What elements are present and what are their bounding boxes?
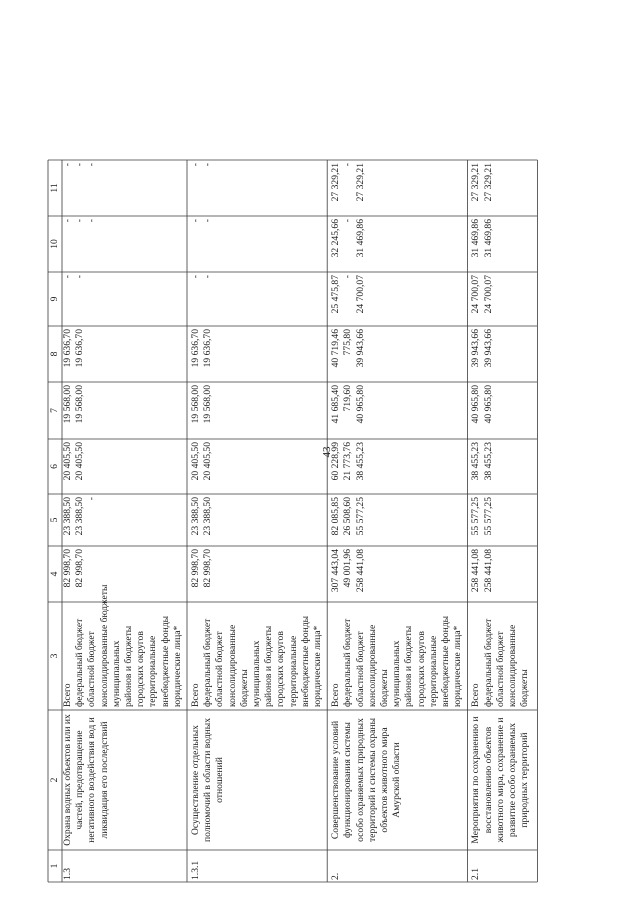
value-cell: 82 998,70 <box>74 549 86 588</box>
value-cell: 40 965,80 <box>354 385 366 424</box>
value-cell: 258 441,08 <box>354 549 366 593</box>
value-cell: 19 568,00 <box>190 385 201 424</box>
rotated-page <box>40 14 580 892</box>
value-cell: 40 719,46 <box>330 329 342 368</box>
funding-source: районов и бюджеты <box>123 625 134 707</box>
value-cell: 49 001,96 <box>342 549 354 588</box>
value-cell: - <box>190 219 201 223</box>
funding-source: федеральный бюджет <box>74 618 86 707</box>
funding-source: Всего <box>62 683 73 707</box>
header-number-4: 4 <box>49 571 60 577</box>
value-cell: 32 245,66 <box>330 219 342 258</box>
value-cell: - <box>202 275 214 279</box>
section-title: Осуществление отдельных полномочий в области водных отношений <box>190 717 226 843</box>
value-cell: 40 965,80 <box>482 385 494 424</box>
value-cell: 19 636,70 <box>74 329 86 368</box>
value-cell: 27 329,21 <box>354 163 366 202</box>
value-cell: 31 469,86 <box>354 219 366 258</box>
value-cell: - <box>202 163 214 167</box>
value-cell: - <box>86 219 98 223</box>
funding-source: городских округов <box>415 631 427 707</box>
header-number-9: 9 <box>49 296 60 302</box>
value-cell: 258 441,08 <box>482 549 494 593</box>
budget-table <box>40 14 580 892</box>
value-cell: 24 700,07 <box>470 275 482 314</box>
value-cell: 39 943,66 <box>470 329 482 368</box>
funding-source: Всего <box>330 683 342 707</box>
value-cell: - <box>342 275 354 279</box>
header-number-6: 6 <box>49 464 60 469</box>
funding-source: муниципальных <box>110 640 122 707</box>
funding-source: внебюджетные фонды <box>440 615 451 707</box>
funding-source: районов и бюджеты <box>403 625 415 707</box>
value-cell: 307 443,04 <box>330 549 342 593</box>
value-cell: 38 455,23 <box>470 442 482 481</box>
header-number-2: 2 <box>49 777 60 783</box>
funding-source: консолидированные <box>366 624 378 707</box>
section-code: 1.3.1 <box>190 860 201 880</box>
value-cell: 40 965,80 <box>470 385 482 424</box>
value-cell: 19 636,70 <box>62 329 73 368</box>
section-code: 2.1 <box>470 868 482 880</box>
section-code: 2. <box>330 872 342 880</box>
funding-source: внебюджетные фонды <box>299 615 311 707</box>
value-cell: 27 329,21 <box>470 163 482 202</box>
funding-source: консолидированные <box>507 624 518 707</box>
value-cell: 23 388,50 <box>62 497 73 536</box>
value-cell: - <box>342 219 354 223</box>
funding-source: территориальные <box>427 635 439 707</box>
value-cell: 19 568,00 <box>202 385 214 424</box>
section-code: 1.3 <box>62 868 73 880</box>
funding-source: консолидированные бюджеты <box>98 584 110 707</box>
value-cell: 775,80 <box>342 329 354 356</box>
section-title: Охрана водных объектов или их частей, предотвращение негативного воздействия вод и ликвидация его последствий <box>62 714 110 846</box>
value-cell: 719,60 <box>342 385 354 412</box>
funding-source: федеральный бюджет <box>342 618 354 707</box>
funding-source: областной бюджет <box>494 631 506 707</box>
value-cell: 39 943,66 <box>354 329 366 368</box>
funding-source: юридические лица* <box>312 625 323 707</box>
section-title: Совершенствование условий функционирования системы особо охраняемых природных территорий и системы охраны объектов животного мира Амурской области <box>330 717 403 843</box>
funding-source: федеральный бюджет <box>202 618 214 707</box>
value-cell: 24 700,07 <box>354 275 366 314</box>
value-cell: - <box>86 497 98 501</box>
page-number: 43 <box>321 446 333 458</box>
value-cell: 38 455,23 <box>482 442 494 481</box>
value-cell: 27 329,21 <box>482 163 494 202</box>
value-cell: 60 228,99 <box>330 442 342 481</box>
value-cell: - <box>74 219 86 223</box>
funding-source: муниципальных <box>251 640 262 707</box>
value-cell: 20 405,50 <box>74 442 86 481</box>
value-cell: 31 469,86 <box>470 219 482 258</box>
value-cell: 258 441,08 <box>470 549 482 593</box>
value-cell: 25 475,87 <box>330 275 342 314</box>
value-cell: - <box>74 275 86 279</box>
funding-source: консолидированные <box>226 624 238 707</box>
header-number-7: 7 <box>49 408 60 413</box>
value-cell: 20 405,50 <box>202 442 214 481</box>
value-cell: 24 700,07 <box>482 275 494 314</box>
value-cell: - <box>342 163 354 167</box>
value-cell: 39 943,66 <box>482 329 494 368</box>
funding-source: территориальные <box>147 635 159 707</box>
value-cell: 26 508,60 <box>342 497 354 536</box>
value-cell: 55 577,25 <box>470 497 482 536</box>
value-cell: 55 577,25 <box>354 497 366 536</box>
header-number-10: 10 <box>49 239 60 249</box>
value-cell: - <box>74 163 86 167</box>
header-number-11: 11 <box>49 183 60 193</box>
funding-source: районов и бюджеты <box>263 625 275 707</box>
funding-source: территориальные <box>287 635 299 707</box>
value-cell: - <box>62 275 73 279</box>
value-cell: 38 455,23 <box>354 442 366 481</box>
header-number-5: 5 <box>49 517 60 523</box>
funding-source: Всего <box>190 683 201 707</box>
value-cell: 23 388,50 <box>202 497 214 536</box>
funding-source: муниципальных <box>391 640 403 707</box>
value-cell: - <box>86 163 98 167</box>
value-cell: 23 388,50 <box>74 497 86 536</box>
value-cell: - <box>202 219 214 223</box>
header-number-3: 3 <box>49 653 60 659</box>
value-cell: 82 998,70 <box>62 549 73 588</box>
funding-source: областной бюджет <box>86 631 98 707</box>
header-number-8: 8 <box>49 351 60 357</box>
funding-source: федеральный бюджет <box>482 618 494 707</box>
section-title: Мероприятия по сохранению и восстановлению объектов животного мира, сохранение и развитие особо охраняемых природных территорий <box>470 716 531 844</box>
funding-source: городских округов <box>275 631 287 707</box>
funding-source: юридические лица* <box>171 625 183 707</box>
value-cell: 21 773,76 <box>342 442 354 481</box>
value-cell: - <box>62 163 73 167</box>
funding-source: областной бюджет <box>354 631 366 707</box>
value-cell: 55 577,25 <box>482 497 494 536</box>
funding-source: бюджеты <box>238 669 250 707</box>
value-cell: - <box>190 163 201 167</box>
value-cell: 82 998,70 <box>202 549 214 588</box>
funding-source: Всего <box>470 683 482 707</box>
funding-source: внебюджетные фонды <box>159 615 171 707</box>
value-cell: 31 469,86 <box>482 219 494 258</box>
value-cell: 41 685,40 <box>330 385 342 424</box>
value-cell: 27 329,21 <box>330 163 342 202</box>
value-cell: 19 636,70 <box>190 329 201 368</box>
value-cell: 23 388,50 <box>190 497 201 536</box>
funding-source: юридические лица* <box>452 625 464 707</box>
value-cell: - <box>62 219 73 223</box>
value-cell: 19 568,00 <box>62 385 73 424</box>
funding-source: бюджеты <box>519 669 531 707</box>
value-cell: - <box>190 275 201 279</box>
value-cell: 82 085,85 <box>330 497 342 536</box>
funding-source: городских округов <box>135 631 147 707</box>
value-cell: 82 998,70 <box>190 549 201 588</box>
value-cell: 20 405,50 <box>190 442 201 481</box>
value-cell: 20 405,50 <box>62 442 73 481</box>
funding-source: областной бюджет <box>214 631 226 707</box>
funding-source: бюджеты <box>379 669 390 707</box>
header-number-1: 1 <box>49 863 60 869</box>
value-cell: 19 568,00 <box>74 385 86 424</box>
value-cell: 19 636,70 <box>202 329 214 368</box>
